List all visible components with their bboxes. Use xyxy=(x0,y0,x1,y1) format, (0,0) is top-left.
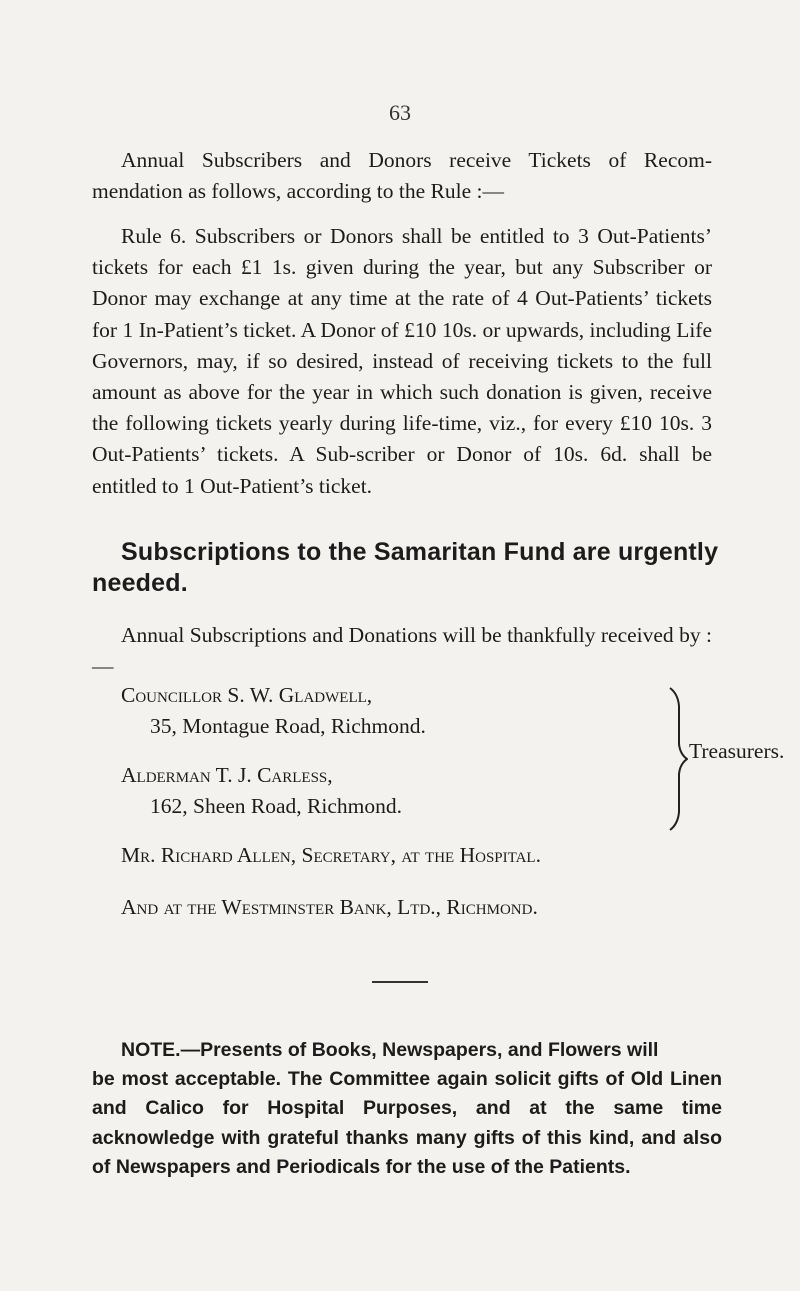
section-divider xyxy=(372,981,428,983)
appeal-heading-line1: Subscriptions to the Samaritan Fund are urgently xyxy=(121,538,719,566)
appeal-heading-line2: needed. xyxy=(92,569,188,597)
rule-paragraph: Rule 6. Subscribers or Donors shall be entitled to 3 Out-Patients’ tickets for each £1 1s. given during the year, but any Subscriber or Donor may exchange at any time at the rate of 4 Out-Patients’ tickets for 1 In-Patient’s ticket. A Donor of £10 10s. or upwards, including Life Governors, may, if so desired, instead of receiving tickets to the full amount as above for the year in which such donation is given, receive the following tickets yearly during life-time, viz., for every £10 10s. 3 Out-Patients’ tickets. A Sub-scriber or Donor of 10s. 6d. shall be entitled to 1 Out-Patient’s ticket. xyxy=(92,224,712,498)
note-rest: be most acceptable. The Committee again solicit gifts of Old Linen and Calico for Hospital Purposes, and at the same time acknowledge with grateful thanks many gifts of this kind, and also of Newspapers and Periodicals for the use of the Patients. xyxy=(92,1068,722,1178)
bank-line: And at the Westminster Bank, Ltd., Richmond. xyxy=(121,895,538,919)
treasurer-2-address: 162, Sheen Road, Richmond. xyxy=(150,794,403,818)
note-paragraph xyxy=(92,1036,722,1182)
treasurers-brace xyxy=(668,686,688,832)
treasurer-2-name: Alderman T. J. Carless, xyxy=(121,763,333,787)
note-line1: NOTE.—Presents of Books, Newspapers, and Flowers will xyxy=(121,1039,659,1061)
treasurer-1-name: Councillor S. W. Gladwell, xyxy=(121,683,373,707)
appeal-heading xyxy=(92,537,732,599)
page-number: 63 xyxy=(389,100,411,125)
secretary-line: Mr. Richard Allen, Secretary, at the Hospital. xyxy=(121,843,541,867)
treasurers-label: Treasurers. xyxy=(689,739,785,763)
intro-paragraph: Annual Subscribers and Donors receive Tickets of Recom-mendation as follows, according to the Rule :— xyxy=(92,148,712,204)
treasurer-1-address: 35, Montague Road, Richmond. xyxy=(150,714,426,738)
received-by-paragraph: Annual Subscriptions and Donations will be thankfully received by :— xyxy=(92,623,712,679)
